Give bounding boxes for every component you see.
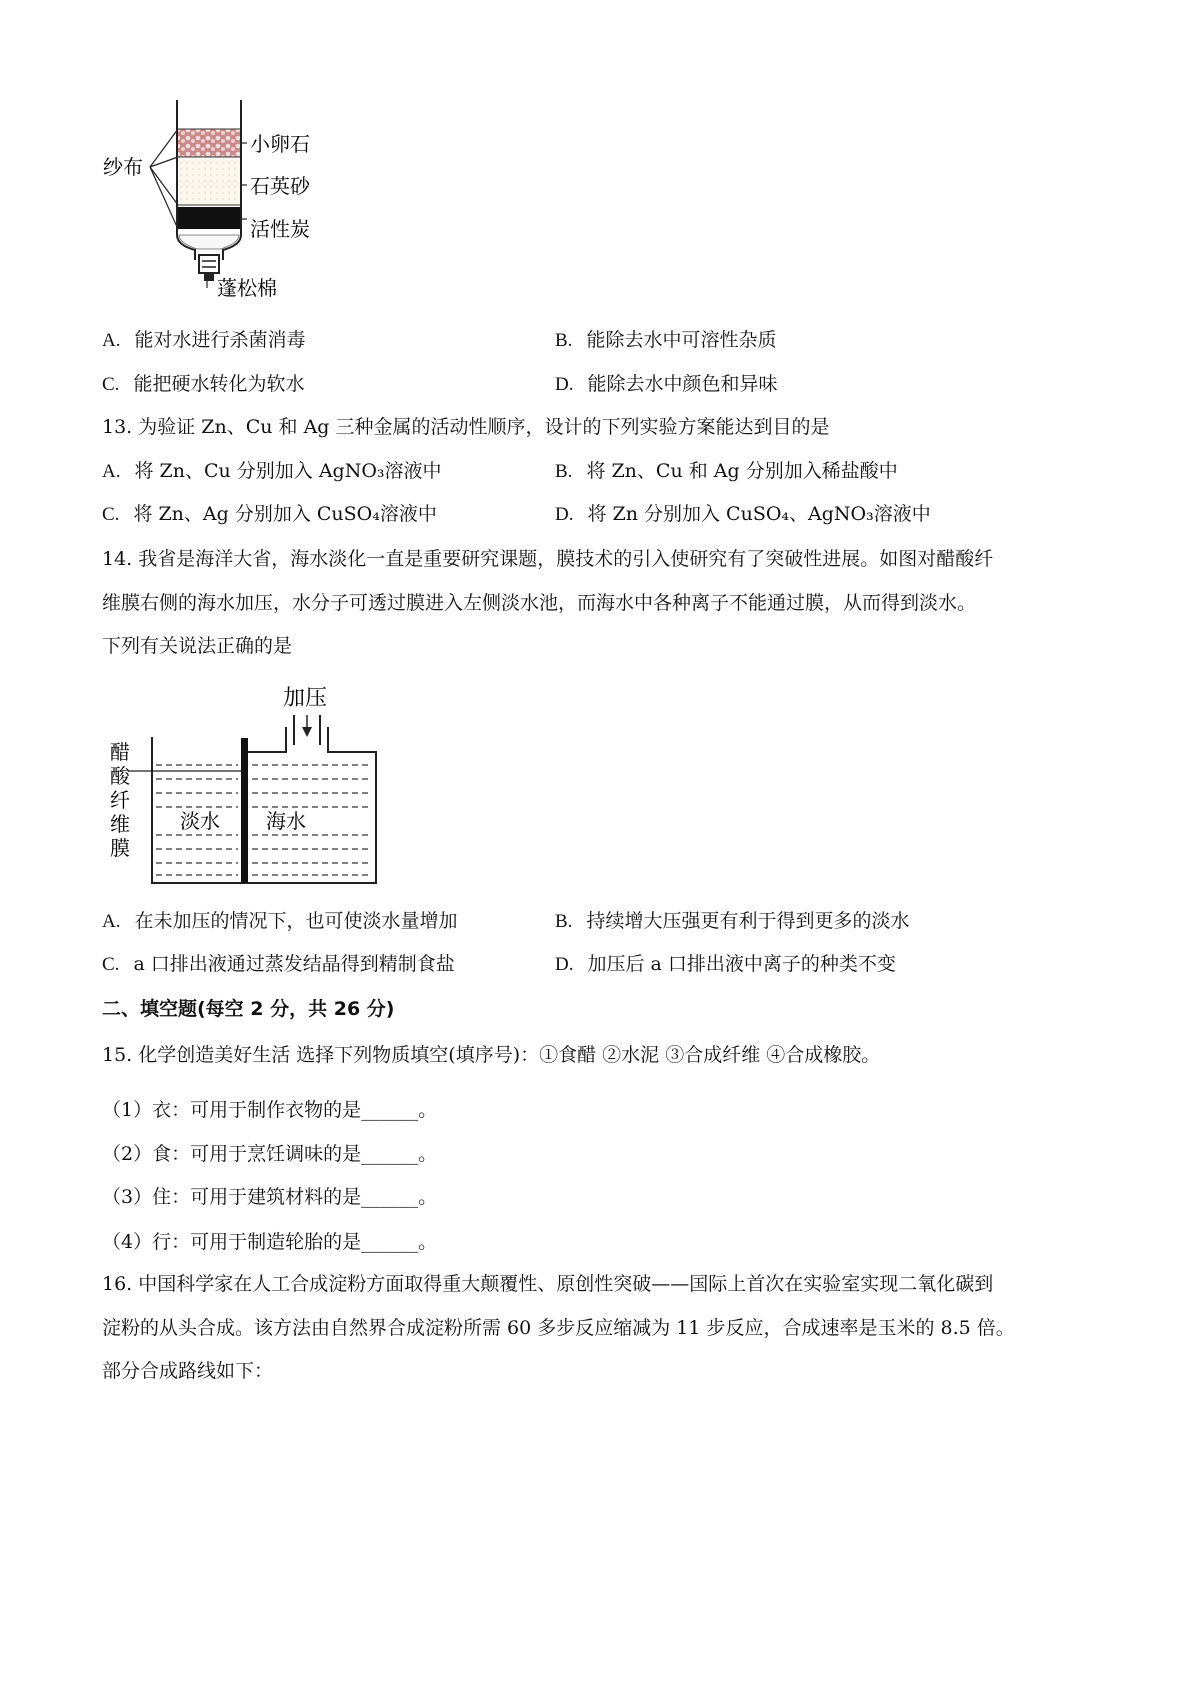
q14-option-c: C. a 口排出液通过蒸发结晶得到精制食盐 <box>102 953 455 975</box>
q12-option-a: A. 能对水进行杀菌消毒 <box>102 329 306 351</box>
q13-option-d: D. 将 Zn 分别加入 CuSO₄、AgNO₃溶液中 <box>555 503 931 525</box>
label-pressure: 加压 <box>283 686 328 711</box>
q12-option-b: B. 能除去水中可溶性杂质 <box>555 329 777 351</box>
q14-stem-line2: 维膜右侧的海水加压，水分子可透过膜进入左侧淡水池，而海水中各种离子不能通过膜，从而得到淡水。 <box>102 592 977 614</box>
q16-line2: 淀粉的从头合成。该方法由自然界合成淀粉所需 60 多步反应缩减为 11 步反应，合成速率是玉米的 8.5 倍。 <box>102 1317 1015 1339</box>
q14-stem-line3: 下列有关说法正确的是 <box>102 635 293 657</box>
q12-option-c: C. 能把硬水转化为软水 <box>102 373 305 395</box>
q14-stem-line1: 14. 我省是海洋大省，海水淡化一直是重要研究课题，膜技术的引入使研究有了突破性进展。如图对醋酸纤 <box>102 548 994 570</box>
q14-option-b: B. 持续增大压强更有利于得到更多的淡水 <box>555 910 910 932</box>
water-filter-figure <box>95 95 335 310</box>
q15-item-1: （1）衣：可用于制作衣物的是______。 <box>102 1099 438 1121</box>
label-membrane-2: 酸 <box>110 764 130 788</box>
q13-stem: 13. 为验证 Zn、Cu 和 Ag 三种金属的活动性顺序，设计的下列实验方案能达到目的是 <box>102 416 830 438</box>
label-sea-water: 海水 <box>266 809 306 833</box>
q12-option-d: D. 能除去水中颜色和异味 <box>555 373 778 395</box>
q13-option-c: C. 将 Zn、Ag 分别加入 CuSO₄溶液中 <box>102 503 437 525</box>
q15-item-4: （4）行：可用于制造轮胎的是______。 <box>102 1231 438 1253</box>
label-fresh-water: 淡水 <box>180 809 220 833</box>
label-membrane-3: 纤 <box>110 788 130 812</box>
q14-option-d: D. 加压后 a 口排出液中离子的种类不变 <box>555 953 896 975</box>
q16-line3: 部分合成路线如下： <box>102 1360 274 1382</box>
label-cotton: 蓬松棉 <box>217 276 277 300</box>
label-quartz: 石英砂 <box>250 174 310 198</box>
q15-item-3: （3）住：可用于建筑材料的是______。 <box>102 1186 438 1208</box>
q13-option-a: A. 将 Zn、Cu 分别加入 AgNO₃溶液中 <box>102 460 442 482</box>
label-pebble: 小卵石 <box>250 132 310 156</box>
q15-stem: 15. 化学创造美好生活 选择下列物质填空(填序号)：①食醋 ②水泥 ③合成纤维 ④合成橡胶。 <box>102 1044 881 1066</box>
membrane-figure <box>100 675 400 890</box>
section-title: 二、填空题(每空 2 分，共 26 分) <box>102 998 395 1020</box>
q13-option-b: B. 将 Zn、Cu 和 Ag 分别加入稀盐酸中 <box>555 460 898 482</box>
q14-option-a: A. 在未加压的情况下，也可使淡水量增加 <box>102 910 458 932</box>
q16-line1: 16. 中国科学家在人工合成淀粉方面取得重大颠覆性、原创性突破——国际上首次在实验室实现二氧化碳到 <box>102 1273 994 1295</box>
q15-item-2: （2）食：可用于烹饪调味的是______。 <box>102 1143 438 1165</box>
label-carbon: 活性炭 <box>250 217 310 241</box>
label-gauze: 纱布 <box>103 155 143 179</box>
label-membrane-5: 膜 <box>110 836 130 860</box>
label-membrane-1: 醋 <box>110 740 130 764</box>
label-membrane-4: 维 <box>110 812 130 836</box>
